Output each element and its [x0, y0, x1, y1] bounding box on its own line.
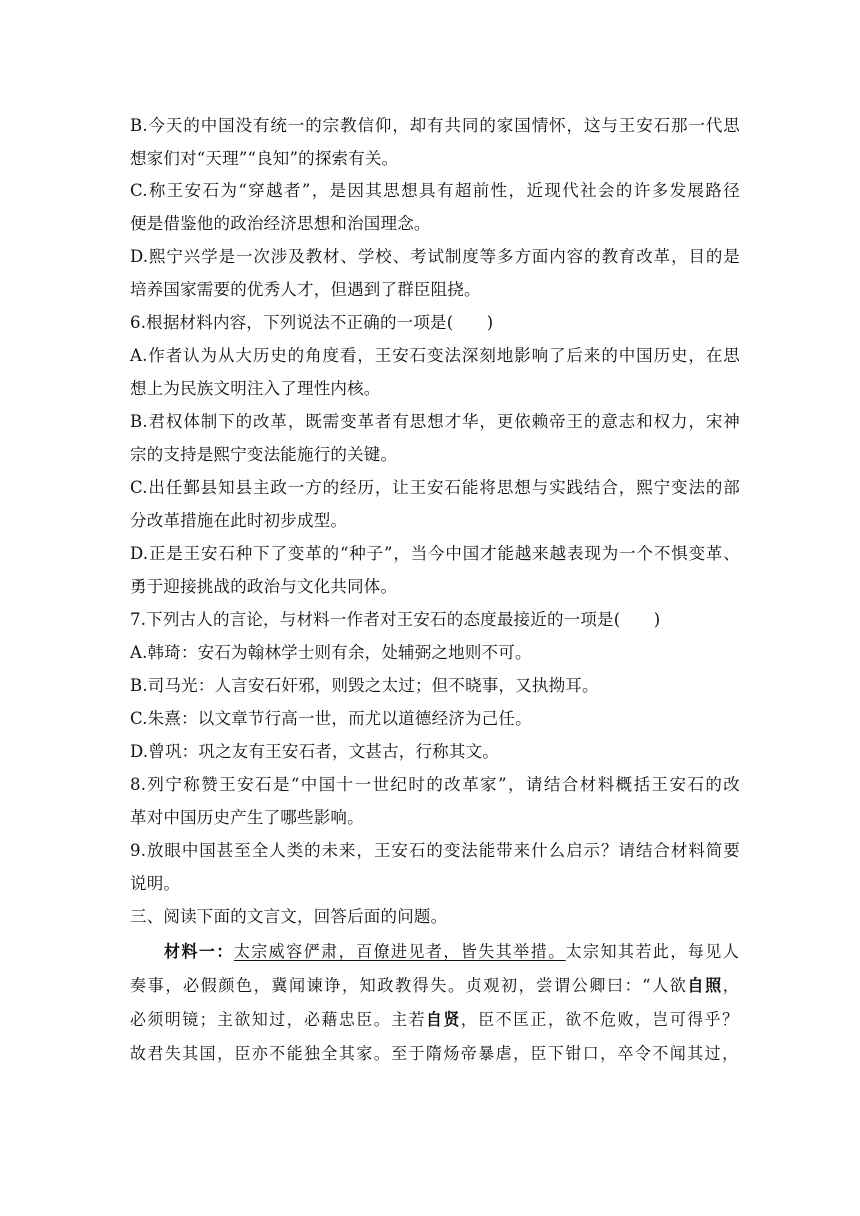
bold-word-zizhao: 自照: [687, 976, 723, 995]
option-5b-line1: B.今天的中国没有统一的宗教信仰，却有共同的家国情怀，这与王安石那一代思: [130, 116, 740, 135]
bold-word-zixian: 自贤: [426, 1010, 461, 1029]
passage-line2-end: ，: [722, 976, 741, 995]
passage-label: 材料一：: [164, 942, 234, 961]
option-6a-line1: A.作者认为从大历史的角度看，王安石变法深刻地影响了后来的中国历史，在思: [130, 346, 740, 365]
option-5c-line2: 便是借鉴他的政治经济思想和治国理念。: [130, 214, 431, 233]
option-6b-line2: 宗的支持是熙宁变法能施行的关键。: [130, 445, 398, 464]
underlined-sentence: 太宗威容俨肃，百僚进见者，皆失其举措。: [233, 942, 566, 961]
option-6a-line2: 想上为民族文明注入了理性内核。: [130, 379, 381, 398]
passage-line3-b: ，臣不匡正，欲不危败，岂可得乎？: [460, 1010, 740, 1029]
option-5d-line1: D.熙宁兴学是一次涉及教材、学校、考试制度等多方面内容的教育改革，目的是: [130, 247, 740, 266]
section-3-heading: 三、阅读下面的文言文，回答后面的问题。: [130, 907, 448, 926]
option-5b-line2: 想家们对“天理”“良知”的探索有关。: [130, 149, 399, 168]
option-6c-line1: C.出任鄞县知县主政一方的经历，让王安石能将思想与实践结合，熙宁变法的部: [130, 478, 740, 497]
passage-line3: [130, 1009, 740, 1031]
passage-line3-a: 必须明镜；主欲知过，必藉忠臣。主若: [130, 1010, 427, 1029]
option-6d-line1: D.正是王安石种下了变革的“种子”，当今中国才能越来越表现为一个不惧变革、: [130, 544, 740, 563]
option-7c: C.朱熹：以文章节行高一世，而尤以道德经济为己任。: [130, 709, 532, 728]
question-6: 6.根据材料内容，下列说法不正确的一项是( ): [130, 313, 494, 332]
passage-line2: [130, 975, 741, 997]
passage-line2-text: 奏事，必假颜色，冀闻谏诤，知政教得失。贞观初，尝谓公卿曰：“人欲: [130, 976, 688, 995]
question-8-line1: 8.列宁称赞王安石是“中国十一世纪时的改革家”，请结合材料概括王安石的改: [130, 775, 740, 794]
option-7a: A.韩琦：安石为翰林学士则有余，处辅弼之地则不可。: [130, 643, 532, 662]
option-5c-line1: C.称王安石为“穿越者”，是因其思想具有超前性，近现代社会的许多发展路径: [130, 181, 740, 200]
option-7d: D.曾巩：巩之友有王安石者，文甚古，行称其文。: [130, 742, 499, 761]
question-9-line2: 说明。: [130, 874, 181, 893]
passage-line1: [164, 941, 741, 963]
option-7b: B.司马光：人言安石奸邪，则毁之太过；但不晓事，又执拗耳。: [130, 676, 599, 695]
option-5d-line2: 培养国家需要的优秀人才，但遇到了群臣阻挠。: [130, 280, 481, 299]
passage-line4: 故君失其国，臣亦不能独全其家。至于隋炀帝暴虐，臣下钳口，卒令不闻其过，: [130, 1044, 740, 1063]
passage-line1-rest: 太宗知其若此，每见人: [565, 942, 741, 961]
question-9-line1: 9.放眼中国甚至全人类的未来，王安石的变法能带来什么启示？请结合材料简要: [130, 841, 740, 860]
question-8-line2: 革对中国历史产生了哪些影响。: [130, 808, 364, 827]
question-7: 7.下列古人的言论，与材料一作者对王安石的态度最接近的一项是( ): [130, 610, 661, 629]
option-6d-line2: 勇于迎接挑战的政治与文化共同体。: [130, 577, 398, 596]
option-6b-line1: B.君权体制下的改革，既需变革者有思想才华，更依赖帝王的意志和权力，宋神: [130, 412, 740, 431]
option-6c-line2: 分改革措施在此时初步成型。: [130, 511, 348, 530]
